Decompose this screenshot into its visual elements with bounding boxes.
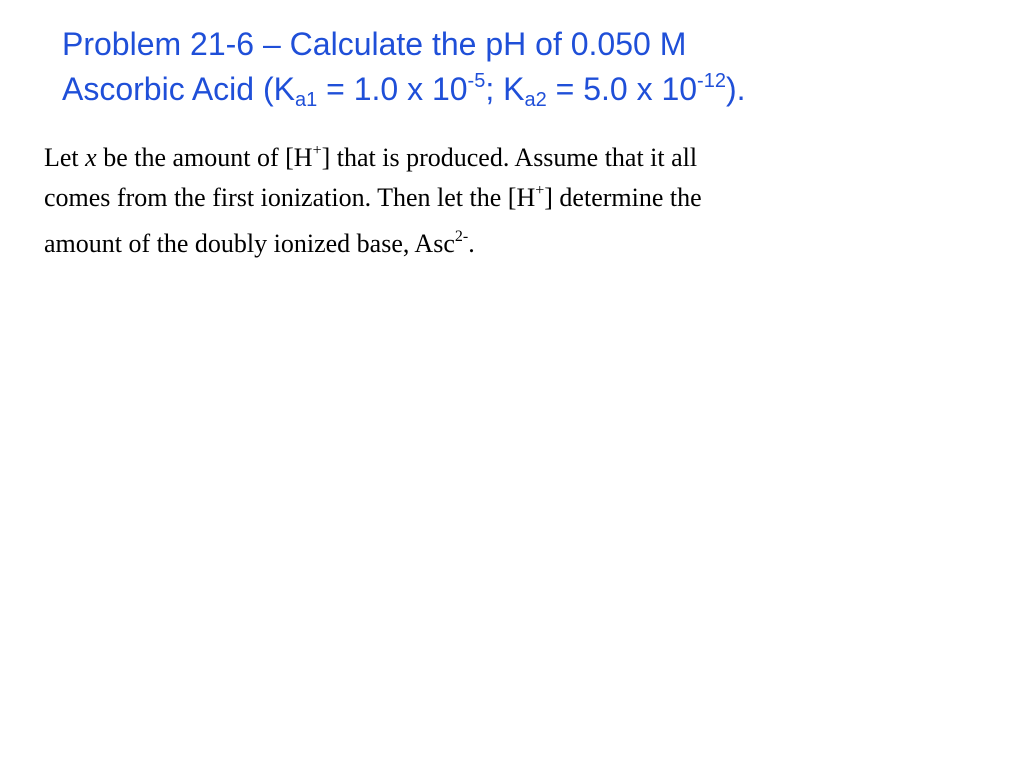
body-text-run: be the amount of [H	[96, 143, 313, 172]
body-text-run: Let	[44, 143, 86, 172]
title-text: Ascorbic Acid (K	[62, 71, 295, 107]
body-line-3	[44, 224, 974, 264]
ka2-exponent: -12	[697, 70, 726, 92]
ka1-exponent: -5	[467, 70, 486, 92]
charge-superscript: 2-	[454, 228, 469, 245]
body-text-run: comes from the first ionization. Then let the [H	[44, 183, 536, 212]
variable-x: x	[85, 143, 97, 172]
ka2-subscript: a2	[524, 89, 547, 111]
body-text	[44, 138, 974, 264]
body-text-run: ] that is produced. Assume that it all	[321, 143, 698, 172]
title-line-1: Problem 21-6 – Calculate the pH of 0.050 M	[62, 26, 687, 62]
body-line-1	[44, 138, 974, 178]
charge-superscript: +	[535, 182, 545, 199]
body-text-run: .	[468, 229, 475, 258]
title-text: = 5.0 x 10	[546, 71, 698, 107]
title-line-2	[62, 67, 1002, 112]
charge-superscript: +	[312, 142, 322, 159]
body-text-run: ] determine the	[544, 183, 702, 212]
ka1-subscript: a1	[294, 89, 318, 111]
body-text-run: amount of the doubly ionized base, Asc	[44, 229, 455, 258]
slide-title	[62, 22, 1002, 112]
title-text: ).	[725, 71, 746, 107]
title-text: = 1.0 x 10	[317, 71, 468, 107]
body-line-2	[44, 178, 974, 218]
title-text: ; K	[485, 71, 525, 107]
